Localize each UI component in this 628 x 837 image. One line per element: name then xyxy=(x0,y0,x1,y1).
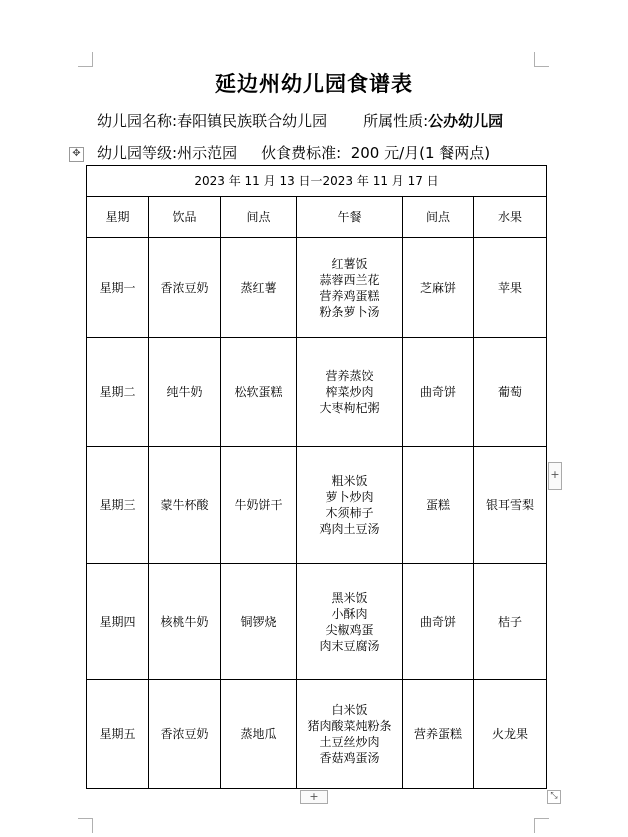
lunch-item: 木须柿子 xyxy=(325,506,374,520)
day-cell: 星期五 xyxy=(87,680,149,789)
level-value: 州示范园 xyxy=(177,144,238,162)
fruit-cell: 火龙果 xyxy=(474,680,547,789)
lunch-item: 营养蒸饺 xyxy=(325,369,374,383)
info-line-1 xyxy=(97,110,503,131)
lunch-item: 大枣枸杞粥 xyxy=(319,401,380,415)
lunch-cell xyxy=(297,680,403,789)
crop-mark-bottom-right xyxy=(534,818,549,833)
date-range-cell: 2023 年 11 月 13 日一2023 年 11 月 17 日 xyxy=(87,166,547,197)
lunch-item: 肉末豆腐汤 xyxy=(319,638,380,653)
add-column-button[interactable]: + xyxy=(548,462,562,490)
menu-table xyxy=(86,165,547,789)
kindergarten-name-label: 幼儿园名称: xyxy=(97,112,178,130)
crop-mark-top-right xyxy=(534,52,549,67)
header-cell: 水果 xyxy=(474,197,547,238)
day-cell: 星期四 xyxy=(87,564,149,680)
header-cell: 间点 xyxy=(221,197,297,238)
table-row xyxy=(87,338,547,447)
header-cell: 星期 xyxy=(87,197,149,238)
header-cell: 间点 xyxy=(403,197,474,238)
fruit-cell: 苹果 xyxy=(474,238,547,338)
snack2-cell: 曲奇饼 xyxy=(403,564,474,680)
table-row xyxy=(87,564,547,680)
drink-cell: 纯牛奶 xyxy=(149,338,221,447)
date-range-row xyxy=(87,166,547,197)
lunch-item: 小酥肉 xyxy=(331,606,368,621)
lunch-cell xyxy=(297,338,403,447)
drink-cell: 蒙牛杯酸 xyxy=(149,447,221,564)
resize-icon[interactable]: ⤡ xyxy=(547,790,561,804)
lunch-cell xyxy=(297,238,403,338)
lunch-item: 鸡肉土豆汤 xyxy=(319,522,380,536)
nature-value: 公办幼儿园 xyxy=(428,112,504,130)
snack1-cell: 牛奶饼干 xyxy=(221,447,297,564)
lunch-item: 猪肉酸菜炖粉条 xyxy=(307,719,392,733)
add-row-button[interactable]: + xyxy=(300,790,328,804)
snack2-cell: 蛋糕 xyxy=(403,447,474,564)
fee-value: 200 元/月(1 餐两点) xyxy=(350,144,491,162)
table-header-row xyxy=(87,197,547,238)
lunch-item: 营养鸡蛋糕 xyxy=(319,288,380,303)
day-cell: 星期三 xyxy=(87,447,149,564)
fee-label: 伙食费标准: xyxy=(261,144,342,162)
info-line-2 xyxy=(97,142,490,163)
lunch-item: 白米饭 xyxy=(331,703,368,717)
day-cell: 星期二 xyxy=(87,338,149,447)
header-cell: 午餐 xyxy=(297,197,403,238)
move-icon[interactable]: ✥ xyxy=(69,147,84,162)
kindergarten-name-value: 春阳镇民族联合幼儿园 xyxy=(177,112,328,130)
crop-mark-top-left xyxy=(78,52,93,67)
lunch-item: 香菇鸡蛋汤 xyxy=(319,751,380,765)
lunch-item: 黑米饭 xyxy=(331,590,368,605)
day-cell: 星期一 xyxy=(87,238,149,338)
document-title: 延边州幼儿园食谱表 xyxy=(215,71,413,96)
table-row xyxy=(87,238,547,338)
snack1-cell: 铜锣烧 xyxy=(221,564,297,680)
drink-cell: 香浓豆奶 xyxy=(149,238,221,338)
snack2-cell: 营养蛋糕 xyxy=(403,680,474,789)
lunch-item: 粉条萝卜汤 xyxy=(319,304,380,319)
drink-cell: 核桃牛奶 xyxy=(149,564,221,680)
nature-label: 所属性质: xyxy=(363,112,429,130)
snack2-cell: 芝麻饼 xyxy=(403,238,474,338)
fruit-cell: 银耳雪梨 xyxy=(474,447,547,564)
lunch-item: 尖椒鸡蛋 xyxy=(325,622,374,637)
lunch-item: 萝卜炒肉 xyxy=(325,490,374,504)
table-row xyxy=(87,680,547,789)
table-row xyxy=(87,447,547,564)
level-label: 幼儿园等级: xyxy=(97,144,178,162)
snack1-cell: 蒸红薯 xyxy=(221,238,297,338)
fruit-cell: 桔子 xyxy=(474,564,547,680)
snack2-cell: 曲奇饼 xyxy=(403,338,474,447)
snack1-cell: 蒸地瓜 xyxy=(221,680,297,789)
crop-mark-bottom-left xyxy=(78,818,93,833)
lunch-item: 蒜蓉西兰花 xyxy=(319,272,380,287)
lunch-cell xyxy=(297,447,403,564)
snack1-cell: 松软蛋糕 xyxy=(221,338,297,447)
header-cell: 饮品 xyxy=(149,197,221,238)
drink-cell: 香浓豆奶 xyxy=(149,680,221,789)
lunch-item: 红薯饭 xyxy=(331,256,368,271)
lunch-cell xyxy=(297,564,403,680)
lunch-item: 榨菜炒肉 xyxy=(325,385,374,399)
fruit-cell: 葡萄 xyxy=(474,338,547,447)
lunch-item: 粗米饭 xyxy=(331,474,368,488)
lunch-item: 土豆丝炒肉 xyxy=(319,735,380,749)
